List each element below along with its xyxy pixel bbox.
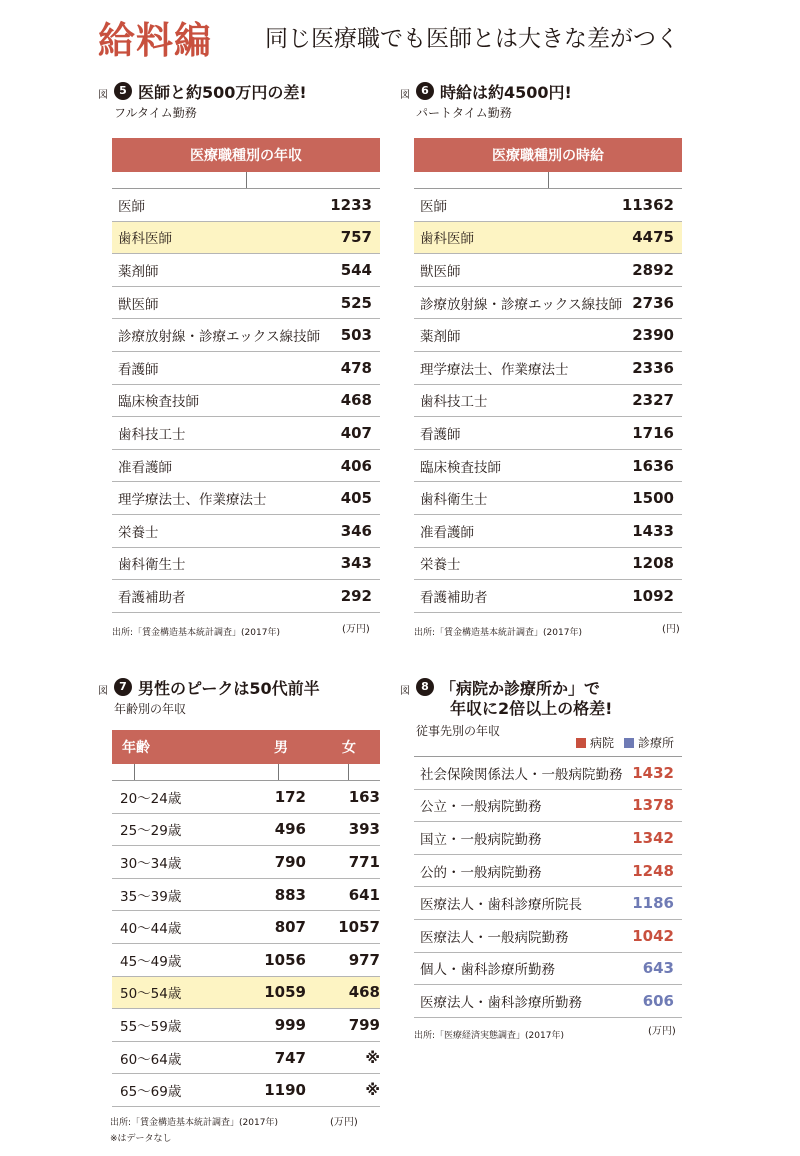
row-label: 獣医師 xyxy=(420,263,461,280)
age-range: 20〜24歳 xyxy=(120,790,182,807)
row-label: 理学療法士、作業療法士 xyxy=(118,492,267,509)
table-row xyxy=(112,548,380,581)
table-row xyxy=(112,781,380,814)
table-row xyxy=(414,385,682,418)
table-row xyxy=(112,189,380,222)
age-range: 45〜49歳 xyxy=(120,953,182,970)
row-value: 343 xyxy=(340,554,372,573)
table-row xyxy=(112,417,380,450)
male-value: 1059 xyxy=(264,983,306,1002)
row-value: 2327 xyxy=(632,391,674,410)
female-value: 393 xyxy=(348,820,380,839)
table-row xyxy=(112,879,380,912)
figure-8-panel xyxy=(400,676,688,1041)
table-row xyxy=(112,482,380,515)
male-value: 1190 xyxy=(264,1081,306,1100)
row-value: 4475 xyxy=(632,228,674,247)
row-value: 606 xyxy=(642,991,674,1010)
figure-7-title: 男性のピークは50代前半 xyxy=(138,679,320,698)
male-value: 496 xyxy=(274,820,306,839)
fig7-header-age: 年齢 xyxy=(122,740,150,756)
fig6-table-body xyxy=(414,189,682,613)
row-value: 2736 xyxy=(632,293,674,312)
row-label: 社会保険関係法人・一般病院勤務 xyxy=(420,766,623,783)
figure-6-subtitle: パートタイム勤務 xyxy=(416,106,512,120)
row-value: 292 xyxy=(340,586,372,605)
figure-8-subtitle: 従事先別の年収 xyxy=(416,724,501,738)
row-value: 1233 xyxy=(330,195,372,214)
table-row xyxy=(414,953,682,986)
row-label: 医療法人・歯科診療所勤務 xyxy=(420,994,582,1011)
row-value: 1208 xyxy=(632,554,674,573)
table-row xyxy=(112,944,380,977)
figure-6-heading xyxy=(400,80,688,102)
figure-5-heading xyxy=(98,80,386,102)
male-value: 747 xyxy=(274,1048,306,1067)
fig7-source: 出所:「賃金構造基本統計調査」(2017年) xyxy=(110,1118,278,1128)
table-row xyxy=(112,1009,380,1042)
row-label: 個人・歯科診療所勤務 xyxy=(420,962,555,979)
male-value: 999 xyxy=(274,1015,306,1034)
table-row xyxy=(414,855,682,888)
male-value: 790 xyxy=(274,852,306,871)
row-value: 1636 xyxy=(632,456,674,475)
fig6-unit: (円) xyxy=(662,624,680,635)
row-label: 栄養士 xyxy=(420,557,461,574)
table-row xyxy=(414,887,682,920)
figure-number-badge: 7 xyxy=(114,678,132,696)
clinic-legend-swatch xyxy=(624,738,634,748)
row-value: 503 xyxy=(340,326,372,345)
table-row xyxy=(112,385,380,418)
fig6-source: 出所:「賃金構造基本統計調査」(2017年) xyxy=(414,628,582,638)
row-label: 歯科技工士 xyxy=(118,426,186,443)
row-label: 薬剤師 xyxy=(420,329,461,346)
table-row xyxy=(112,814,380,847)
female-value: ※ xyxy=(365,1081,380,1100)
fig8-source: 出所:「医療経済実態調査」(2017年) xyxy=(414,1031,564,1041)
female-value: 468 xyxy=(348,983,380,1002)
fig5-table xyxy=(112,138,380,613)
male-value: 807 xyxy=(274,918,306,937)
row-label: 獣医師 xyxy=(118,296,159,313)
table-row xyxy=(112,977,380,1010)
figure-label: 図 xyxy=(400,686,410,697)
table-row xyxy=(414,515,682,548)
row-label: 医療法人・一般病院勤務 xyxy=(420,929,569,946)
fig7-table-body xyxy=(112,781,380,1107)
row-value: 2336 xyxy=(632,358,674,377)
fig5-source: 出所:「賃金構造基本統計調査」(2017年) xyxy=(112,628,280,638)
fig7-unit: (万円) xyxy=(330,1117,358,1128)
table-row xyxy=(414,580,682,613)
figure-5-title: 医師と約500万円の差! xyxy=(138,83,307,102)
fig5-table-header: 医療職種別の年収 xyxy=(112,138,380,172)
table-row xyxy=(414,822,682,855)
row-value: 1092 xyxy=(632,586,674,605)
age-range: 55〜59歳 xyxy=(120,1018,182,1035)
age-range: 65〜69歳 xyxy=(120,1084,182,1101)
table-row xyxy=(112,450,380,483)
fig7-table-header xyxy=(112,730,380,764)
row-label: 診療放射線・診療エックス線技師 xyxy=(118,329,321,346)
row-label: 歯科衛生士 xyxy=(118,557,186,574)
female-value: 163 xyxy=(348,787,380,806)
female-value: 977 xyxy=(348,950,380,969)
figure-7-panel xyxy=(98,676,386,1144)
row-value: 1433 xyxy=(632,521,674,540)
male-value: 172 xyxy=(274,787,306,806)
row-label: 准看護師 xyxy=(118,459,172,476)
row-label: 看護師 xyxy=(420,426,461,443)
figure-6-title: 時給は約4500円! xyxy=(440,83,572,102)
row-value: 1186 xyxy=(632,894,674,913)
row-label: 医師 xyxy=(118,198,145,215)
female-value: 641 xyxy=(348,885,380,904)
page-subtitle: 同じ医療職でも医師とは大きな差がつく xyxy=(265,26,679,52)
hospital-legend-label: 病院 xyxy=(590,736,615,750)
figure-number-badge: 6 xyxy=(416,82,434,100)
row-value: 525 xyxy=(340,293,372,312)
fig6-table-header: 医療職種別の時給 xyxy=(414,138,682,172)
fig8-unit: (万円) xyxy=(648,1026,676,1037)
row-value: 2390 xyxy=(632,326,674,345)
row-label: 薬剤師 xyxy=(118,263,159,280)
row-value: 407 xyxy=(340,423,372,442)
figure-8-title-line2: 年収に2倍以上の格差! xyxy=(450,699,613,718)
row-label: 公立・一般病院勤務 xyxy=(420,799,542,816)
row-label: 医師 xyxy=(420,198,447,215)
figure-number-badge: 5 xyxy=(114,82,132,100)
female-value: ※ xyxy=(365,1048,380,1067)
male-value: 883 xyxy=(274,885,306,904)
row-value: 1432 xyxy=(632,763,674,782)
age-range: 60〜64歳 xyxy=(120,1051,182,1068)
table-row xyxy=(414,254,682,287)
female-value: 771 xyxy=(348,852,380,871)
table-row xyxy=(112,319,380,352)
row-value: 406 xyxy=(340,456,372,475)
row-label: 歯科医師 xyxy=(118,231,172,248)
row-value: 1042 xyxy=(632,926,674,945)
row-label: 歯科衛生士 xyxy=(420,492,488,509)
figure-label: 図 xyxy=(400,90,410,101)
row-value: 2892 xyxy=(632,260,674,279)
row-label: 看護補助者 xyxy=(420,589,488,606)
male-value: 1056 xyxy=(264,950,306,969)
figure-7-heading xyxy=(98,676,386,698)
row-label: 医療法人・歯科診療所院長 xyxy=(420,897,582,914)
figure-8-title-line1: 「病院か診療所か」で xyxy=(440,679,601,698)
row-label: 公的・一般病院勤務 xyxy=(420,864,542,881)
table-row xyxy=(414,450,682,483)
row-label: 歯科技工士 xyxy=(420,394,488,411)
table-row xyxy=(414,352,682,385)
table-row xyxy=(414,222,682,255)
table-row xyxy=(112,352,380,385)
row-value: 643 xyxy=(642,959,674,978)
fig6-header-ticks xyxy=(414,172,682,189)
age-range: 50〜54歳 xyxy=(120,986,182,1003)
figure-number-badge: 8 xyxy=(416,678,434,696)
table-row xyxy=(414,790,682,823)
row-value: 1378 xyxy=(632,796,674,815)
table-row xyxy=(414,482,682,515)
row-label: 臨床検査技師 xyxy=(420,459,501,476)
hospital-legend-swatch xyxy=(576,738,586,748)
figure-8-heading xyxy=(400,676,688,716)
row-value: 405 xyxy=(340,489,372,508)
table-row xyxy=(112,287,380,320)
table-row xyxy=(112,1042,380,1075)
row-label: 准看護師 xyxy=(420,524,474,541)
age-range: 35〜39歳 xyxy=(120,888,182,905)
table-row xyxy=(414,757,682,790)
table-row xyxy=(414,189,682,222)
row-value: 478 xyxy=(340,358,372,377)
table-row xyxy=(112,846,380,879)
row-value: 346 xyxy=(340,521,372,540)
table-row xyxy=(414,985,682,1018)
fig5-unit: (万円) xyxy=(342,624,370,635)
fig7-header-ticks xyxy=(112,764,380,781)
table-row xyxy=(414,319,682,352)
row-value: 468 xyxy=(340,391,372,410)
row-label: 歯科医師 xyxy=(420,231,474,248)
fig5-table-body xyxy=(112,189,380,613)
age-range: 30〜34歳 xyxy=(120,855,182,872)
table-row xyxy=(112,1074,380,1107)
table-row xyxy=(112,515,380,548)
fig7-note: ※はデータなし xyxy=(110,1134,172,1144)
row-label: 理学療法士、作業療法士 xyxy=(420,361,569,378)
figure-label: 図 xyxy=(98,90,108,101)
clinic-legend-label: 診療所 xyxy=(638,736,675,750)
row-label: 診療放射線・診療エックス線技師 xyxy=(420,296,623,313)
figure-5-panel xyxy=(98,80,386,638)
fig8-table xyxy=(414,756,682,1018)
figure-7-subtitle: 年齢別の年収 xyxy=(114,702,187,716)
figure-5-subtitle: フルタイム勤務 xyxy=(114,106,197,120)
table-row xyxy=(112,254,380,287)
row-value: 544 xyxy=(340,260,372,279)
table-row xyxy=(112,580,380,613)
row-label: 看護師 xyxy=(118,361,159,378)
fig6-table xyxy=(414,138,682,613)
row-label: 臨床検査技師 xyxy=(118,394,199,411)
page-title: 給料編 xyxy=(98,19,212,62)
row-value: 1342 xyxy=(632,828,674,847)
age-range: 40〜44歳 xyxy=(120,921,182,938)
table-row xyxy=(112,911,380,944)
table-row xyxy=(414,920,682,953)
row-label: 栄養士 xyxy=(118,524,159,541)
figure-6-panel xyxy=(400,80,688,638)
fig7-header-male: 男 xyxy=(274,740,288,756)
fig8-legend xyxy=(576,734,674,751)
female-value: 799 xyxy=(348,1015,380,1034)
fig8-table-body xyxy=(414,757,682,1018)
row-value: 1248 xyxy=(632,861,674,880)
table-row xyxy=(414,417,682,450)
table-row xyxy=(414,548,682,581)
row-value: 1500 xyxy=(632,489,674,508)
fig7-table xyxy=(112,730,380,1107)
row-value: 1716 xyxy=(632,423,674,442)
row-label: 国立・一般病院勤務 xyxy=(420,831,542,848)
fig7-header-female: 女 xyxy=(342,740,356,756)
table-row xyxy=(414,287,682,320)
age-range: 25〜29歳 xyxy=(120,823,182,840)
figure-label: 図 xyxy=(98,686,108,697)
fig5-header-ticks xyxy=(112,172,380,189)
row-label: 看護補助者 xyxy=(118,589,186,606)
table-row xyxy=(112,222,380,255)
female-value: 1057 xyxy=(338,918,380,937)
row-value: 11362 xyxy=(621,195,674,214)
row-value: 757 xyxy=(340,228,372,247)
